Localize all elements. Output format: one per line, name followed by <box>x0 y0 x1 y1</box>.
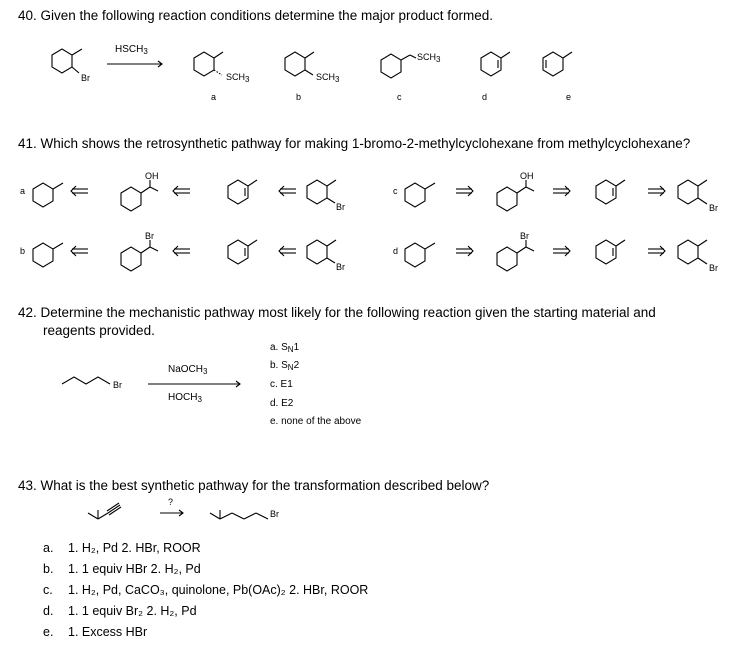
q41-b-bromide <box>121 240 158 271</box>
q43-arrow-label: ? <box>168 497 174 507</box>
q40-sm-br-label: Br <box>81 73 90 83</box>
q41-d-arrow1 <box>456 246 473 256</box>
q43-answer-e[interactable]: e. 1. Excess HBr <box>43 625 148 639</box>
q41-a-arrow2 <box>173 186 190 196</box>
q43-answer-b[interactable]: b. 1. 1 equiv HBr 2. H₂, Pd <box>43 562 201 576</box>
q40-reagent: $HSCH_3$ <box>115 44 148 56</box>
q43-product <box>210 510 268 519</box>
q41-a-alkene <box>228 180 257 204</box>
q43-br-label: Br <box>270 509 279 519</box>
q42-reagent-top: NaOCH$_3$ <box>168 364 208 376</box>
question-40: 40. Given the following reaction conditions determine the major product formed. <box>18 8 494 23</box>
q42-choice-e[interactable]: e. none of the above <box>270 416 362 427</box>
question-41: 41. Which shows the retrosynthetic pathway for making 1-bromo-2-methylcyclohexane from methylcyclohexane? <box>18 136 691 151</box>
q42-alkyl-bromide <box>62 377 110 384</box>
q42-choice-c[interactable]: c. E1 <box>270 379 293 390</box>
q41-a-methylcyclohexane <box>33 183 63 207</box>
q43-answer-d[interactable]: d. 1. 1 equiv Br₂ 2. H₂, Pd <box>43 604 197 618</box>
q40-choice-b[interactable]: b <box>296 92 302 102</box>
question-43: 43. What is the best synthetic pathway for the transformation described below? <box>18 478 490 493</box>
q40-product-c <box>381 54 416 78</box>
q41-a-arrow1 <box>71 186 88 196</box>
q41-b-br: Br <box>336 262 345 272</box>
q40-starting-material <box>52 49 82 73</box>
q40-product-b <box>285 52 314 76</box>
q40-choice-e[interactable]: e <box>566 92 572 102</box>
q41-option-b[interactable]: b <box>20 246 26 256</box>
q41-option-a[interactable]: a <box>20 186 26 196</box>
q41-b-methylcyclohexane <box>33 243 63 267</box>
q41-d-arrow3 <box>648 246 665 256</box>
q41-b-arrow1 <box>71 246 88 256</box>
q41-c-arrow3 <box>648 186 665 196</box>
q42-br-label: Br <box>113 380 122 390</box>
question-42-line2: reagents provided. <box>43 323 155 338</box>
q42-choice-a[interactable]: a. $S_N1$ <box>270 342 300 354</box>
q40-product-a-group: $SCH_3$ <box>226 72 250 84</box>
q41-b-arrow2 <box>173 246 190 256</box>
question-42-line1: 42. Determine the mechanistic pathway most likely for the following reaction given the starting material and <box>18 305 656 320</box>
q40-product-e <box>543 52 572 76</box>
q41-a-arrow3 <box>279 186 296 196</box>
q40-product-d <box>481 52 510 76</box>
q41-b-product <box>307 240 336 264</box>
q41-c-methylcyclohexane <box>405 183 435 207</box>
q40-product-b-group: $SCH_3$ <box>316 72 340 84</box>
q41-d-methylcyclohexane <box>405 243 435 267</box>
q43-answer-a[interactable]: a. 1. H₂, Pd 2. HBr, ROOR <box>43 541 201 555</box>
q42-choice-b[interactable]: b. $S_N2$ <box>270 360 300 372</box>
q43-alkyne <box>88 503 121 519</box>
q41-a-alcohol <box>121 180 158 211</box>
q41-b-br-top: Br <box>145 231 154 241</box>
q41-c-arrow2 <box>553 186 570 196</box>
q41-c-alkene <box>596 180 625 204</box>
q41-c-arrow1 <box>456 186 473 196</box>
q41-d-alkene <box>596 240 625 264</box>
q41-b-alkene <box>228 240 257 264</box>
q41-a-br: Br <box>336 202 345 212</box>
q41-d-bromide <box>497 240 534 271</box>
q42-reaction-arrow <box>148 381 240 387</box>
q42-choice-d[interactable]: d. E2 <box>270 398 294 409</box>
q43-answer-c[interactable]: c. 1. H₂, Pd, CaCO₃, quinolone, Pb(OAc)₂ 2. HBr, ROOR <box>43 583 369 597</box>
q41-d-br-top: Br <box>520 231 529 241</box>
q40-choice-a[interactable]: a <box>211 92 217 102</box>
q41-c-alcohol <box>497 180 534 211</box>
q41-c-br: Br <box>709 203 718 213</box>
q41-d-arrow2 <box>553 246 570 256</box>
q41-c-product <box>678 180 707 204</box>
q41-b-arrow3 <box>279 246 296 256</box>
q41-d-br: Br <box>709 263 718 273</box>
q41-option-d[interactable]: d <box>393 246 399 256</box>
q41-option-c[interactable]: c <box>393 186 398 196</box>
q41-a-product <box>307 180 336 204</box>
q42-reagent-bottom: $HOCH_3$ <box>168 392 202 404</box>
q41-c-oh: OH <box>520 171 534 181</box>
q40-product-a <box>194 52 223 76</box>
q40-choice-c[interactable]: c <box>397 92 402 102</box>
q41-d-product <box>678 240 707 264</box>
q43-arrow <box>160 510 183 516</box>
q41-a-oh: OH <box>145 171 159 181</box>
q40-choice-d[interactable]: d <box>482 92 488 102</box>
q40-product-c-group: $SCH_3$ <box>417 52 441 64</box>
